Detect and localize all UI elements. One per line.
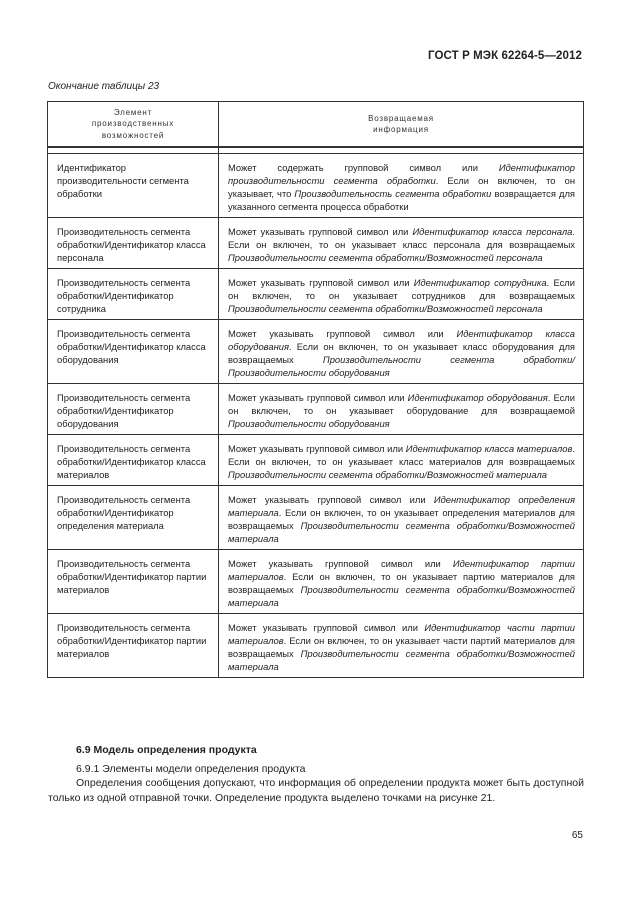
- info-text: . Если он включен, то он указывает части партий материалов для возвращаемых: [228, 635, 575, 659]
- info-text: Может указывать групповой символ или: [228, 328, 457, 339]
- element-cell: Идентификатор производительности сегмента обработки: [48, 154, 219, 218]
- info-text: . Если он включен, то он указывает класс материалов для возвращаемых: [228, 443, 575, 467]
- info-cell: [219, 320, 584, 384]
- info-cell: [219, 154, 584, 218]
- page-number: 65: [571, 830, 583, 841]
- info-text: . Если он включен, то он указывает класс персонала для возвращаемых: [228, 226, 575, 250]
- element-cell: Производительность сегмента обработки/Идентификатор сотрудника: [48, 269, 219, 320]
- info-cell: [219, 218, 584, 269]
- section-title: 6.9 Модель определения продукта: [76, 744, 257, 756]
- element-cell: Производительность сегмента обработки/Идентификатор класса материалов: [48, 435, 219, 486]
- info-term: Производительность сегмента обработки: [294, 188, 492, 199]
- header-line: информация: [373, 125, 429, 134]
- info-text: Может указывать групповой символ или: [228, 558, 453, 569]
- element-cell: Производительность сегмента обработки/Идентификатор партии материалов: [48, 614, 219, 678]
- element-cell: Производительность сегмента обработки/Идентификатор класса персонала: [48, 218, 219, 269]
- info-text: . Если он включен, то он указывает сотрудников для возвращаемых: [228, 277, 575, 301]
- info-term: Идентификатор производительности сегмента обработки: [228, 162, 575, 186]
- info-term: Идентификатор класса персонала: [412, 226, 573, 237]
- table-row: [48, 218, 584, 269]
- header-line: Элемент: [113, 107, 153, 117]
- subsection-heading: 6.9.1 Элементы модели определения продукта: [76, 763, 306, 775]
- column-header-element: [48, 102, 219, 148]
- table-caption: Окончание таблицы 23: [48, 81, 160, 92]
- element-cell: Производительность сегмента обработки/Идентификатор оборудования: [48, 384, 219, 435]
- info-text: Может указывать групповой символ или: [228, 392, 408, 403]
- info-text: . Если он включен, то он указывает оборудование для возвращаемой: [228, 392, 575, 416]
- info-text: Может содержать групповой символ или: [228, 162, 499, 173]
- element-cell: Производительность сегмента обработки/Идентификатор класса оборудования: [48, 320, 219, 384]
- info-text: Может указывать групповой символ или: [228, 494, 434, 505]
- info-text: Может указывать групповой символ или: [228, 443, 406, 454]
- info-term: Идентификатор сотрудника: [413, 277, 547, 288]
- info-cell: [219, 269, 584, 320]
- document-standard-header: ГОСТ Р МЭК 62264-5—2012: [428, 50, 582, 62]
- info-term: Производительности сегмента обработки/Возможностей материала: [228, 584, 575, 608]
- info-text: . Если он включен, то он указывает класс оборудования для возвращаемых: [228, 341, 575, 365]
- info-cell: [219, 435, 584, 486]
- info-cell: [219, 486, 584, 550]
- info-text: . Если он включен, то он указывает партию материалов для возвращаемых: [228, 571, 575, 595]
- table-row: [48, 614, 584, 678]
- column-header-info: [219, 102, 584, 148]
- info-term: Производительности сегмента обработки/Возможностей персонала: [228, 252, 543, 263]
- table-row: [48, 435, 584, 486]
- info-cell: [219, 384, 584, 435]
- info-term: Производительности оборудования: [228, 418, 390, 429]
- info-text: Может указывать групповой символ или: [228, 277, 414, 288]
- info-term: Идентификатор партии материалов: [228, 558, 575, 582]
- table-row: [48, 550, 584, 614]
- info-term: Идентификатор определения материала: [228, 494, 575, 518]
- info-term: Производительности сегмента обработки/Возможностей материала: [228, 648, 575, 672]
- info-term: Идентификатор части партии материалов: [228, 622, 575, 646]
- table-row: [48, 384, 584, 435]
- info-term: Производительности сегмента обработки/Производительности оборудования: [228, 354, 575, 378]
- element-cell: Производительность сегмента обработки/Идентификатор партии материалов: [48, 550, 219, 614]
- info-text: Может указывать групповой символ или: [228, 622, 425, 633]
- info-term: Идентификатор класса материалов: [405, 443, 573, 454]
- info-cell: [219, 550, 584, 614]
- capabilities-table: [47, 101, 584, 678]
- table-row: [48, 154, 584, 218]
- table-row: [48, 269, 584, 320]
- info-term: Идентификатор класса оборудования: [228, 328, 575, 352]
- table-row: [48, 320, 584, 384]
- header-line: Возвращаемая: [368, 113, 434, 123]
- info-text: . Если он включен, то он указывает определения материалов для возвращаемых: [228, 507, 575, 531]
- table-row: [48, 486, 584, 550]
- info-text: возвращается для указанного сегмента процесса обработки: [228, 188, 575, 212]
- header-line: производственных: [91, 119, 175, 129]
- info-text: Может указывать групповой символ или: [228, 226, 413, 237]
- info-term: Производительности сегмента обработки/Возможностей персонала: [228, 303, 543, 314]
- header-line: возможностей: [101, 130, 165, 140]
- info-cell: [219, 614, 584, 678]
- info-term: Производительности сегмента обработки/Возможностей материала: [228, 520, 575, 544]
- info-term: Производительности сегмента обработки/Возможностей материала: [228, 469, 548, 480]
- element-cell: Производительность сегмента обработки/Идентификатор определения материала: [48, 486, 219, 550]
- info-term: Идентификатор оборудования: [407, 392, 548, 403]
- body-paragraph: Определения сообщения допускают, что информация об определении продукта может быть доступной только из одной отправной точки. Определение продукта выделено точками на рисунке 21.: [48, 777, 584, 804]
- info-text: . Если он включен, то он указывает, что: [228, 175, 575, 199]
